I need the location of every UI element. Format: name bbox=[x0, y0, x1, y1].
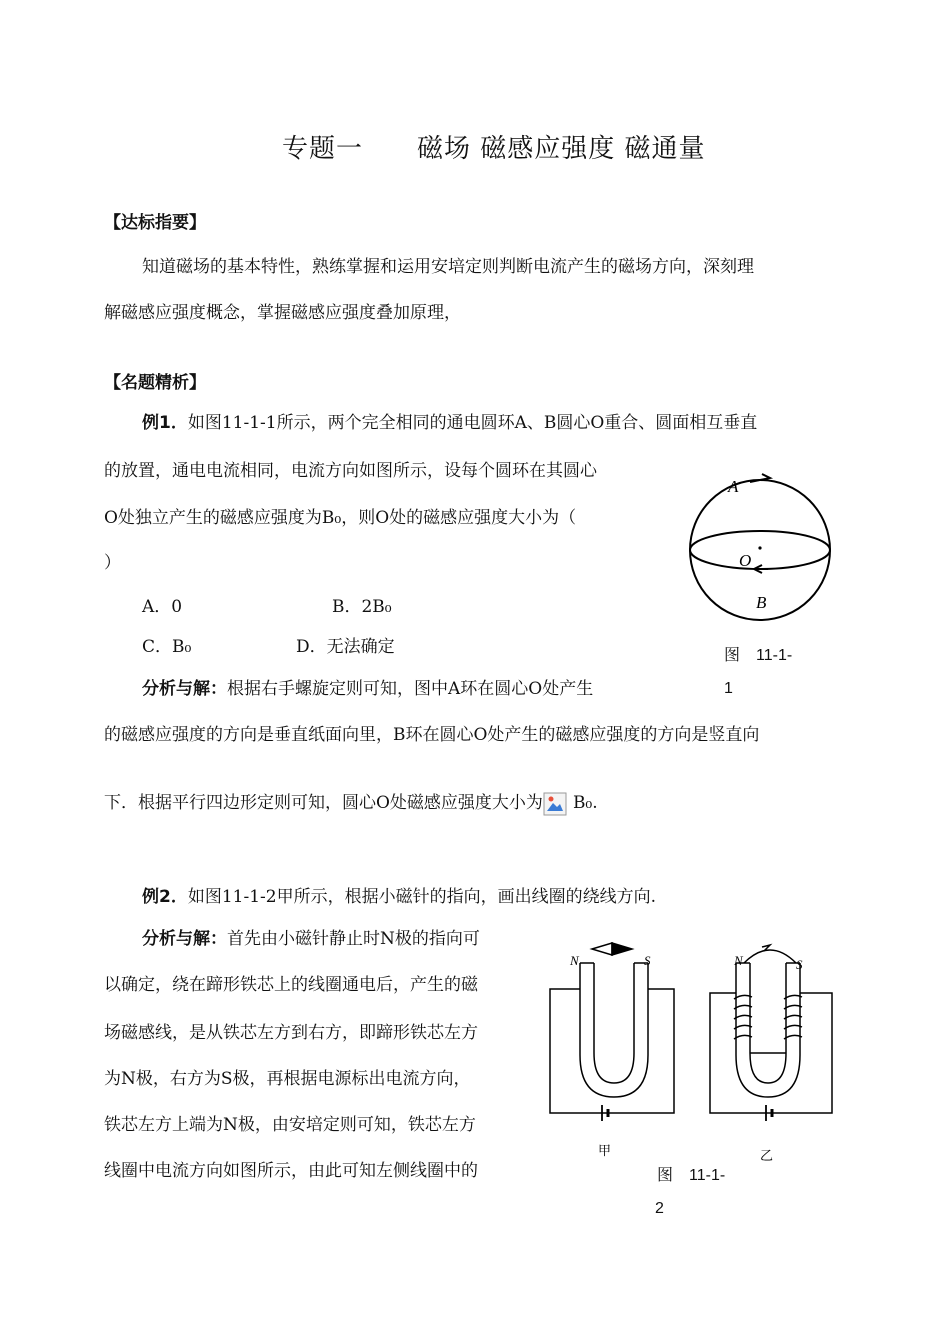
section-heading-examples: 【名题精析】 bbox=[104, 373, 206, 393]
horseshoe-jia bbox=[550, 943, 674, 1158]
analysis2-line-3: 场磁感线，是从铁芯左方到右方，即蹄形铁芯左方 bbox=[104, 1023, 478, 1043]
jia-s-label: S bbox=[644, 953, 651, 968]
figure2-caption-1: 图 11-1- bbox=[657, 1167, 726, 1184]
yi-n-label: N bbox=[734, 953, 743, 968]
example1-line-2: 的放置，通电电流相同，电流方向如图所示，设每个圆环在其圆心 bbox=[104, 461, 597, 481]
analysis1-text-3a: 下．根据平行四边形定则可知，圆心O处磁感应强度大小为 bbox=[104, 793, 543, 813]
analysis1-label: 分析与解： bbox=[142, 679, 227, 699]
analysis2-line-6: 线圈中电流方向如图所示，由此可知左侧线圈中的 bbox=[104, 1161, 478, 1181]
figure-horseshoe bbox=[544, 935, 844, 1165]
analysis2-line-1 bbox=[142, 924, 480, 949]
ring-b-label: B bbox=[756, 593, 767, 612]
broken-image-icon bbox=[543, 792, 567, 816]
option-a: A．0 bbox=[142, 597, 183, 617]
example1-text-1: 如图11-1-1所示，两个完全相同的通电圆环A、B圆心O重合、圆面相互垂直 bbox=[187, 413, 758, 433]
example2-text-1: 如图11-1-2甲所示，根据小磁针的指向，画出线圈的绕线方向. bbox=[187, 887, 656, 907]
option-d: D．无法确定 bbox=[296, 637, 395, 657]
analysis1-text-1: 根据右手螺旋定则可知，图中A环在圆心O处产生 bbox=[227, 679, 594, 699]
figure1-caption-2: 1 bbox=[724, 680, 733, 697]
analysis2-label: 分析与解： bbox=[142, 929, 227, 949]
example2-line-1 bbox=[142, 882, 656, 907]
figure1-caption-1: 图 11-1- bbox=[724, 647, 793, 664]
analysis2-line-5: 铁芯左方上端为N极，由安培定则可知，铁芯左方 bbox=[104, 1115, 476, 1135]
center-label: O bbox=[739, 551, 752, 570]
jia-n-label: N bbox=[570, 953, 579, 968]
requirements-line-2: 解磁感应强度概念，掌握磁感应强度叠加原理， bbox=[104, 303, 461, 323]
section-heading-requirements: 【达标指要】 bbox=[104, 213, 206, 233]
horseshoe-yi bbox=[710, 945, 832, 1163]
ring-b-arrow bbox=[754, 565, 768, 573]
example1-line-1 bbox=[142, 408, 757, 433]
figure-rings bbox=[684, 468, 844, 628]
figure2-caption-2: 2 bbox=[655, 1200, 664, 1217]
center-dot bbox=[758, 546, 761, 549]
yi-label: 乙 bbox=[760, 1148, 774, 1163]
jia-label: 甲 bbox=[598, 1143, 612, 1158]
analysis1-line-2: 的磁感应强度的方向是垂直纸面向里，B环在圆心O处产生的磁感应强度的方向是竖直向 bbox=[104, 725, 760, 745]
page-title: 专题一 磁场 磁感应强度 磁通量 bbox=[282, 134, 706, 164]
analysis1-line-3 bbox=[104, 788, 598, 816]
example2-label: 例2． bbox=[142, 887, 188, 907]
analysis2-text-1: 首先由小磁针静止时N极的指向可 bbox=[227, 929, 480, 949]
analysis1-line-1 bbox=[142, 674, 593, 699]
yi-s-label: S bbox=[796, 957, 803, 972]
analysis1-text-3b: B₀. bbox=[572, 793, 598, 813]
option-b: B．2B₀ bbox=[332, 597, 392, 617]
field-arrow bbox=[744, 950, 796, 963]
example1-label: 例1． bbox=[142, 413, 188, 433]
ring-a-label: A bbox=[728, 477, 739, 496]
compass-needle bbox=[592, 943, 612, 955]
option-c: C．B₀ bbox=[142, 637, 192, 657]
analysis2-line-2: 以确定，绕在蹄形铁芯上的线圈通电后，产生的磁 bbox=[104, 975, 478, 995]
requirements-line-1: 知道磁场的基本特性，熟练掌握和运用安培定则判断电流产生的磁场方向，深刻理 bbox=[142, 257, 754, 277]
example1-line-3: O处独立产生的磁感应强度为B₀，则O处的磁感应强度大小为（ bbox=[104, 508, 577, 528]
example1-line-4: ） bbox=[104, 553, 121, 573]
analysis2-line-4: 为N极，右方为S极，再根据电源标出电流方向， bbox=[104, 1069, 471, 1089]
